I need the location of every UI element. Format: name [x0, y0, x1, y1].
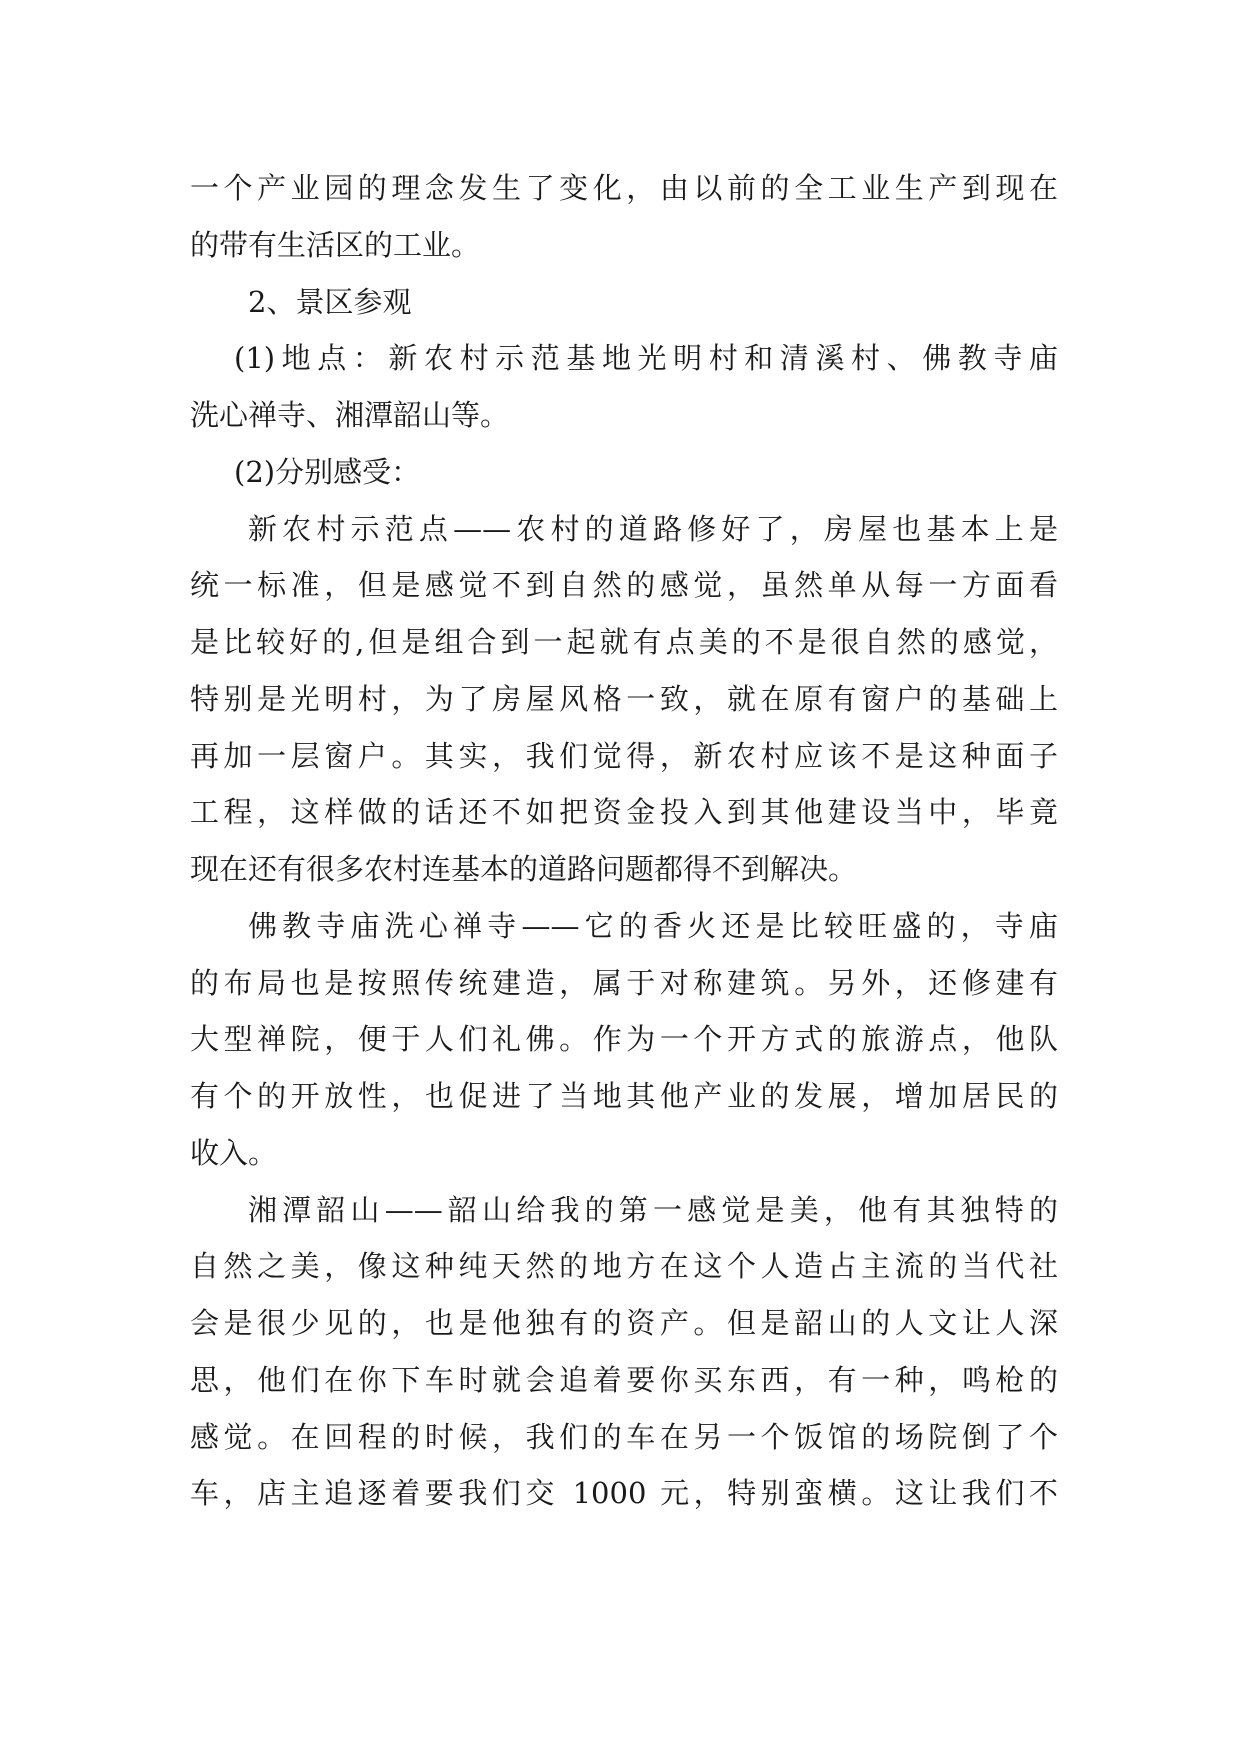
section-heading: 2、景区参观: [248, 285, 412, 319]
text-line: 现在还有很多农村连基本的道路问题都得不到解决。: [190, 852, 858, 886]
text-line: 再加一层窗户。其实，我们觉得，新农村应该不是这种面子: [190, 739, 1058, 773]
text-line: 大型禅院，便于人们礼佛。作为一个开方式的旅游点，他队: [190, 1022, 1058, 1056]
text-line: 特别是光明村，为了房屋风格一致，就在原有窗户的基础上: [190, 682, 1058, 716]
text-line: 工程，这样做的话还不如把资金投入到其他建设当中，毕竟: [190, 795, 1058, 829]
text-line: 会是很少见的，也是他独有的资产。但是韶山的人文让人深: [190, 1306, 1058, 1340]
text-line: 车，店主追逐着要我们交 1000 元，特别蛮横。这让我们不: [190, 1476, 1058, 1510]
text-line: 湘潭韶山——韶山给我的第一感觉是美，他有其独特的: [248, 1193, 1058, 1227]
subheading: (2)分别感受：: [234, 455, 421, 489]
text-line: 一个产业园的理念发生了变化，由以前的全工业生产到现在: [190, 171, 1058, 205]
text-line: 佛教寺庙洗心禅寺——它的香火还是比较旺盛的，寺庙: [248, 909, 1058, 943]
text-line: 收入。: [190, 1136, 278, 1170]
text-line: 有个的开放性，也促进了当地其他产业的发展，增加居民的: [190, 1079, 1058, 1113]
text-line: 感觉。在回程的时候，我们的车在另一个饭馆的场院倒了个: [190, 1420, 1058, 1454]
text-line: 的布局也是按照传统建造，属于对称建筑。另外，还修建有: [190, 966, 1058, 1000]
text-line: (1)地点：新农村示范基地光明村和清溪村、佛教寺庙: [234, 341, 1058, 375]
text-line: 洗心禅寺、湘潭韶山等。: [190, 398, 510, 432]
text-line: 思，他们在你下车时就会追着要你买东西，有一种，鸣枪的: [190, 1363, 1058, 1397]
text-line: 是比较好的,但是组合到一起就有点美的不是很自然的感觉，: [190, 625, 1058, 659]
text-line: 统一标准，但是感觉不到自然的感觉，虽然单从每一方面看: [190, 568, 1058, 602]
text-line: 的带有生活区的工业。: [190, 228, 481, 262]
text-line: 自然之美，像这种纯天然的地方在这个人造占主流的当代社: [190, 1249, 1058, 1283]
text-line: 新农村示范点——农村的道路修好了，房屋也基本上是: [248, 512, 1058, 546]
